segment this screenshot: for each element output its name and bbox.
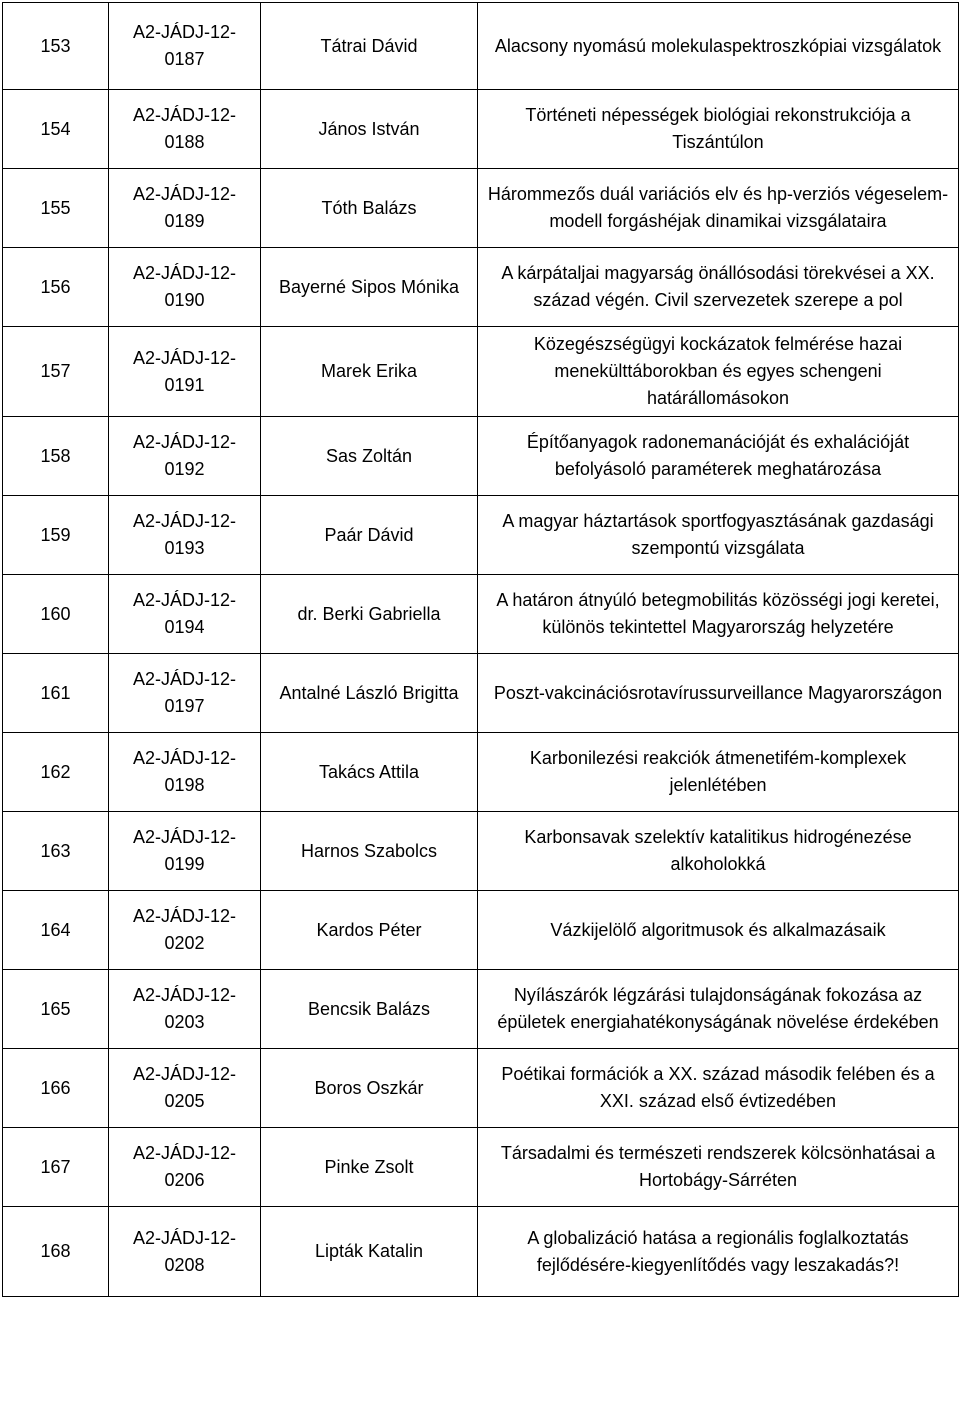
table-row — [3, 496, 959, 575]
research-title: Társadalmi és természeti rendszerek kölcsönhatásai a Hortobágy-Sárréten — [478, 1128, 959, 1207]
grant-id-prefix: A2-JÁDJ-12- — [132, 22, 237, 42]
grant-id-number: 0203 — [164, 1012, 205, 1032]
grant-id — [109, 1207, 261, 1297]
grant-id-number: 0199 — [164, 854, 205, 874]
grant-id — [109, 248, 261, 327]
grant-id — [109, 1128, 261, 1207]
researcher-name: Paár Dávid — [261, 496, 478, 575]
research-title: Történeti népességek biológiai rekonstrukciója a Tiszántúlon — [478, 90, 959, 169]
grant-id-number: 0193 — [164, 538, 205, 558]
grant-id-prefix: A2-JÁDJ-12- — [132, 748, 237, 768]
researcher-name: Kardos Péter — [261, 891, 478, 970]
table-row — [3, 248, 959, 327]
grant-id-prefix: A2-JÁDJ-12- — [132, 1143, 237, 1163]
table-row — [3, 654, 959, 733]
table-row — [3, 1207, 959, 1297]
table-row — [3, 327, 959, 417]
grant-id-number: 0206 — [164, 1170, 205, 1190]
grant-id — [109, 733, 261, 812]
row-number: 158 — [3, 417, 109, 496]
grant-id-prefix: A2-JÁDJ-12- — [132, 590, 237, 610]
grant-id-prefix: A2-JÁDJ-12- — [132, 184, 237, 204]
grant-table-body — [3, 3, 959, 1297]
row-number: 153 — [3, 3, 109, 90]
grant-id-prefix: A2-JÁDJ-12- — [132, 347, 237, 368]
grant-id-number: 0208 — [164, 1254, 205, 1275]
research-title: Alacsony nyomású molekulaspektroszkópiai vizsgálatok — [478, 3, 959, 90]
grant-id-number: 0198 — [164, 775, 205, 795]
research-title: A magyar háztartások sportfogyasztásának gazdasági szempontú vizsgálata — [478, 496, 959, 575]
research-title: Építőanyagok radonemanációját és exhalációját befolyásoló paraméterek meghatározása — [478, 417, 959, 496]
research-title: Vázkijelölő algoritmusok és alkalmazásaik — [478, 891, 959, 970]
researcher-name: dr. Berki Gabriella — [261, 575, 478, 654]
table-row — [3, 417, 959, 496]
grant-table — [2, 2, 959, 1297]
researcher-name: Bayerné Sipos Mónika — [261, 248, 478, 327]
research-title: Hárommezős duál variációs elv és hp-verziós végeselem-modell forgáshéjak dinamikai vizsgálataira — [478, 169, 959, 248]
grant-id-prefix: A2-JÁDJ-12- — [132, 1064, 237, 1084]
grant-id — [109, 970, 261, 1049]
grant-id — [109, 496, 261, 575]
grant-id — [109, 654, 261, 733]
row-number: 168 — [3, 1207, 109, 1297]
row-number: 160 — [3, 575, 109, 654]
grant-id-number: 0202 — [164, 933, 205, 953]
researcher-name: Harnos Szabolcs — [261, 812, 478, 891]
researcher-name: Tátrai Dávid — [261, 3, 478, 90]
grant-id — [109, 417, 261, 496]
grant-id-prefix: A2-JÁDJ-12- — [132, 827, 237, 847]
table-row — [3, 733, 959, 812]
research-title: A határon átnyúló betegmobilitás közösségi jogi keretei, különös tekintettel Magyarország helyzetére — [478, 575, 959, 654]
row-number: 167 — [3, 1128, 109, 1207]
researcher-name: Takács Attila — [261, 733, 478, 812]
grant-id — [109, 327, 261, 417]
table-row — [3, 3, 959, 90]
grant-id-number: 0187 — [164, 49, 205, 69]
grant-id-prefix: A2-JÁDJ-12- — [132, 105, 237, 125]
row-number: 156 — [3, 248, 109, 327]
grant-id — [109, 812, 261, 891]
row-number: 166 — [3, 1049, 109, 1128]
grant-id-number: 0192 — [164, 459, 205, 479]
research-title: Nyílászárók légzárási tulajdonságának fokozása az épületek energiahatékonyságának növelése érdekében — [478, 970, 959, 1049]
researcher-name: Lipták Katalin — [261, 1207, 478, 1297]
research-title: Közegészségügyi kockázatok felmérése hazai menekülttáborokban és egyes schengeni határállomásokon — [478, 327, 959, 417]
research-title: A kárpátaljai magyarság önállósodási törekvései a XX. század végén. Civil szervezetek szerepe a pol — [478, 248, 959, 327]
research-title: Karbonsavak szelektív katalitikus hidrogénezése alkoholokká — [478, 812, 959, 891]
research-title: Poétikai formációk a XX. század második felében és a XXI. század első évtizedében — [478, 1049, 959, 1128]
grant-id — [109, 1049, 261, 1128]
row-number: 165 — [3, 970, 109, 1049]
row-number: 157 — [3, 327, 109, 417]
grant-id-number: 0190 — [164, 290, 205, 310]
grant-id-prefix: A2-JÁDJ-12- — [132, 432, 237, 452]
researcher-name: Boros Oszkár — [261, 1049, 478, 1128]
grant-id-prefix: A2-JÁDJ-12- — [132, 1227, 237, 1248]
grant-id — [109, 891, 261, 970]
grant-id — [109, 169, 261, 248]
researcher-name: Pinke Zsolt — [261, 1128, 478, 1207]
row-number: 155 — [3, 169, 109, 248]
table-row — [3, 970, 959, 1049]
grant-id-number: 0191 — [164, 374, 205, 395]
table-row — [3, 1128, 959, 1207]
research-title: A globalizáció hatása a regionális foglalkoztatás fejlődésére-kiegyenlítődés vagy leszakadás?! — [478, 1207, 959, 1297]
grant-id-prefix: A2-JÁDJ-12- — [132, 263, 237, 283]
grant-id-number: 0194 — [164, 617, 205, 637]
table-row — [3, 575, 959, 654]
researcher-name: Marek Erika — [261, 327, 478, 417]
grant-id — [109, 575, 261, 654]
row-number: 161 — [3, 654, 109, 733]
table-row — [3, 90, 959, 169]
table-row — [3, 812, 959, 891]
grant-id-prefix: A2-JÁDJ-12- — [132, 906, 237, 926]
table-row — [3, 1049, 959, 1128]
grant-id-prefix: A2-JÁDJ-12- — [132, 511, 237, 531]
researcher-name: János István — [261, 90, 478, 169]
grant-id — [109, 90, 261, 169]
table-row — [3, 891, 959, 970]
row-number: 164 — [3, 891, 109, 970]
row-number: 162 — [3, 733, 109, 812]
grant-id — [109, 3, 261, 90]
grant-id-prefix: A2-JÁDJ-12- — [132, 985, 237, 1005]
researcher-name: Bencsik Balázs — [261, 970, 478, 1049]
row-number: 163 — [3, 812, 109, 891]
researcher-name: Sas Zoltán — [261, 417, 478, 496]
grant-id-number: 0189 — [164, 211, 205, 231]
grant-id-prefix: A2-JÁDJ-12- — [132, 669, 237, 689]
row-number: 159 — [3, 496, 109, 575]
grant-id-number: 0205 — [164, 1091, 205, 1111]
row-number: 154 — [3, 90, 109, 169]
researcher-name: Tóth Balázs — [261, 169, 478, 248]
grant-id-number: 0188 — [164, 132, 205, 152]
research-title: Poszt-vakcinációsrotavírussurveillance Magyarországon — [478, 654, 959, 733]
researcher-name: Antalné László Brigitta — [261, 654, 478, 733]
research-title: Karbonilezési reakciók átmenetifém-komplexek jelenlétében — [478, 733, 959, 812]
grant-id-number: 0197 — [164, 696, 205, 716]
table-row — [3, 169, 959, 248]
